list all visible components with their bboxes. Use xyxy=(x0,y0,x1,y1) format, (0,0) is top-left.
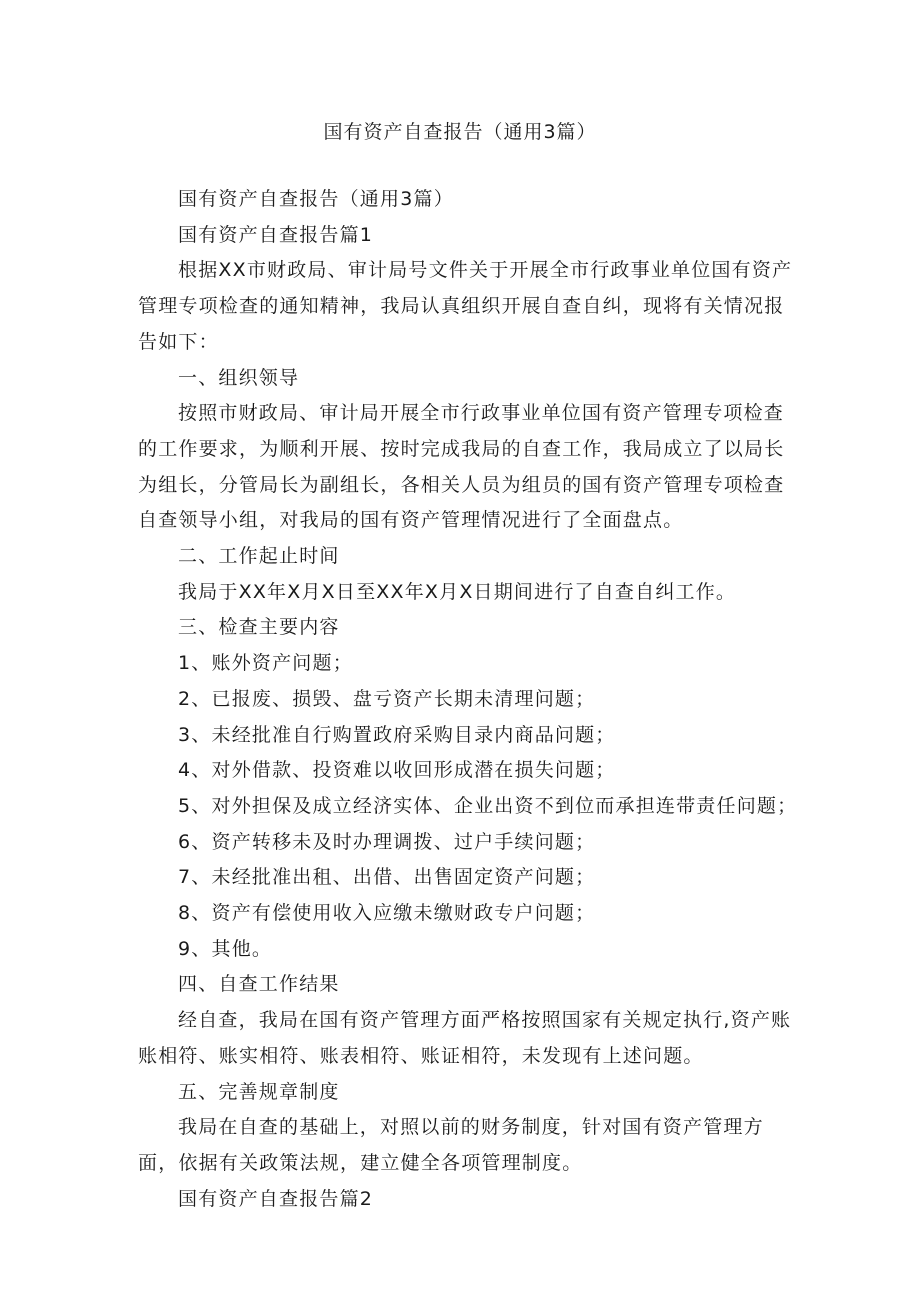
paragraph-line: 管理专项检查的通知精神，我局认真组织开展自查自纠，现将有关情况报 xyxy=(138,295,785,318)
subheading: 四、自查工作结果 xyxy=(178,973,340,996)
paragraph-line: 的工作要求，为顺利开展、按时完成我局的自查工作，我局成立了以局长 xyxy=(138,437,785,460)
list-item: 4、对外借款、投资难以收回形成潜在损失问题； xyxy=(178,759,616,782)
list-item: 8、资产有偿使用收入应缴未缴财政专户问题； xyxy=(178,902,596,925)
paragraph-line: 根据XX市财政局、审计局号文件关于开展全市行政事业单位国有资产 xyxy=(178,259,793,282)
paragraph-line: 经自查，我局在国有资产管理方面严格按照国家有关规定执行,资产账 xyxy=(178,1009,792,1032)
paragraph-line: 面，依据有关政策法规，建立健全各项管理制度。 xyxy=(138,1151,583,1174)
document-title: 国有资产自查报告（通用3篇） xyxy=(323,121,597,143)
document-body xyxy=(138,182,798,1217)
paragraph-line: 告如下： xyxy=(138,330,219,353)
list-item: 7、未经批准出租、出借、出售固定资产问题； xyxy=(178,866,596,889)
paragraph-line: 我局于XX年X月X日至XX年X月X日期间进行了自查自纠工作。 xyxy=(178,580,737,603)
list-item: 2、已报废、损毁、盘亏资产长期未清理问题； xyxy=(178,687,596,710)
subheading: 五、完善规章制度 xyxy=(178,1080,340,1103)
list-item: 1、账外资产问题； xyxy=(178,652,353,675)
list-item: 5、对外担保及成立经济实体、企业出资不到位而承担连带责任问题； xyxy=(178,794,798,817)
paragraph-line: 账相符、账实相符、账表相符、账证相符，未发现有上述问题。 xyxy=(138,1044,704,1067)
paragraph-line: 我局在自查的基础上，对照以前的财务制度，针对国有资产管理方 xyxy=(178,1116,764,1139)
subheading: 一、组织领导 xyxy=(178,366,300,389)
paragraph-line: 按照市财政局、审计局开展全市行政事业单位国有资产管理专项检查 xyxy=(178,402,785,425)
subheading: 二、工作起止时间 xyxy=(178,545,340,568)
paragraph-line: 为组长，分管局长为副组长，各相关人员为组员的国有资产管理专项检查 xyxy=(138,473,785,496)
subheading: 三、检查主要内容 xyxy=(178,616,340,639)
doc-heading: 国有资产自查报告（通用3篇） xyxy=(178,188,454,210)
paragraph-line: 自查领导小组，对我局的国有资产管理情况进行了全面盘点。 xyxy=(138,509,684,532)
list-item: 6、资产转移未及时办理调拨、过户手续问题； xyxy=(178,830,596,853)
section-heading-part2: 国有资产自查报告篇2 xyxy=(178,1187,374,1210)
list-item: 9、其他。 xyxy=(178,937,273,960)
list-item: 3、未经批准自行购置政府采购目录内商品问题； xyxy=(178,723,616,746)
section-heading-part1: 国有资产自查报告篇1 xyxy=(178,223,374,246)
